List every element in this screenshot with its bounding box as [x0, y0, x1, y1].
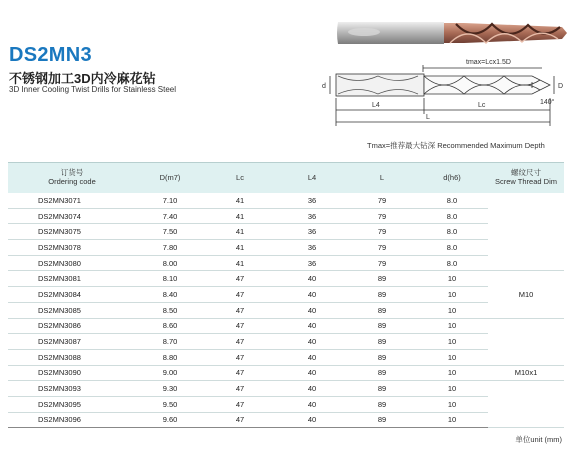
cell-lc: 47 — [204, 365, 276, 381]
cell-code: DS2MN3090 — [8, 365, 136, 381]
cell-d: 8.80 — [136, 349, 204, 365]
cell-lc: 41 — [204, 193, 276, 208]
cell-code: DS2MN3087 — [8, 334, 136, 350]
header-code-cn: 订货号 — [60, 168, 84, 178]
cell-l: 79 — [348, 193, 416, 208]
cell-lc: 47 — [204, 412, 276, 428]
product-name-en: 3D Inner Cooling Twist Drills for Stainless Steel — [9, 85, 177, 94]
cell-l: 79 — [348, 224, 416, 240]
cell-l4: 40 — [276, 318, 348, 334]
table-row — [8, 318, 564, 334]
cell-l: 89 — [348, 396, 416, 412]
cell-d: 10 — [416, 287, 488, 303]
D-label: D — [558, 83, 564, 90]
cell-d: 10 — [416, 381, 488, 397]
cell-code: DS2MN3075 — [8, 224, 136, 240]
table-row — [8, 224, 564, 240]
cell-lc: 41 — [204, 255, 276, 271]
cell-code: DS2MN3086 — [8, 318, 136, 334]
table-header-row — [8, 163, 564, 194]
drill-photo — [336, 16, 568, 50]
cell-d: 7.10 — [136, 193, 204, 208]
cell-d: 10 — [416, 334, 488, 350]
cell-d: 10 — [416, 318, 488, 334]
cell-lc: 47 — [204, 271, 276, 287]
cell-l4: 36 — [276, 193, 348, 208]
table-row — [8, 412, 564, 428]
cell-d: 10 — [416, 302, 488, 318]
table-row — [8, 255, 564, 271]
cell-lc: 41 — [204, 224, 276, 240]
cell-code: DS2MN3074 — [8, 208, 136, 224]
cell-l: 89 — [348, 271, 416, 287]
lc-label: Lc — [478, 102, 486, 109]
cell-d: 8.0 — [416, 224, 488, 240]
cell-l: 79 — [348, 255, 416, 271]
technical-drawing — [318, 52, 568, 136]
cell-code: DS2MN3093 — [8, 381, 136, 397]
cell-l4: 40 — [276, 302, 348, 318]
table-row — [8, 349, 564, 365]
product-code-title: DS2MN3 — [9, 44, 92, 66]
cell-d: 8.40 — [136, 287, 204, 303]
product-name-cn: 不锈钢加工3D内冷麻花钻 — [9, 71, 156, 86]
cell-code: DS2MN3071 — [8, 193, 136, 208]
d-label: d — [322, 83, 326, 90]
cell-d: 7.50 — [136, 224, 204, 240]
table-row — [8, 302, 564, 318]
cell-code: DS2MN3081 — [8, 271, 136, 287]
cell-l: 89 — [348, 381, 416, 397]
cell-l: 89 — [348, 318, 416, 334]
table-row — [8, 334, 564, 350]
cell-code: DS2MN3080 — [8, 255, 136, 271]
cell-l4: 40 — [276, 365, 348, 381]
cell-d: 7.40 — [136, 208, 204, 224]
cell-lc: 41 — [204, 240, 276, 256]
cell-thread: M10 — [488, 271, 564, 318]
cell-l: 79 — [348, 240, 416, 256]
cell-d: 10 — [416, 396, 488, 412]
cell-l: 89 — [348, 349, 416, 365]
cell-lc: 47 — [204, 381, 276, 397]
cell-l4: 36 — [276, 255, 348, 271]
header-thread — [488, 163, 564, 194]
cell-l: 89 — [348, 365, 416, 381]
cell-lc: 47 — [204, 318, 276, 334]
header-d-h6: d(h6) — [416, 163, 488, 194]
header-d-m7: D(m7) — [136, 163, 204, 194]
header-thread-en: Screw Thread Dim — [495, 177, 557, 186]
cell-d: 10 — [416, 365, 488, 381]
cell-l4: 40 — [276, 334, 348, 350]
cell-l4: 36 — [276, 208, 348, 224]
table-body — [8, 193, 564, 428]
cell-code: DS2MN3096 — [8, 412, 136, 428]
cell-d: 8.70 — [136, 334, 204, 350]
tmax-label: tmax=Lcx1.5D — [466, 59, 511, 66]
cell-d: 9.00 — [136, 365, 204, 381]
header-l4: L4 — [276, 163, 348, 194]
table-row — [8, 381, 564, 397]
cell-d: 8.00 — [136, 255, 204, 271]
cell-lc: 47 — [204, 334, 276, 350]
table-row — [8, 271, 564, 287]
header-thread-cn: 螺纹尺寸 — [511, 168, 541, 178]
cell-lc: 41 — [204, 208, 276, 224]
cell-lc: 47 — [204, 287, 276, 303]
cell-d: 8.10 — [136, 271, 204, 287]
cell-thread — [488, 318, 564, 365]
cell-l4: 40 — [276, 381, 348, 397]
cell-code: DS2MN3088 — [8, 349, 136, 365]
cell-d: 9.30 — [136, 381, 204, 397]
table-row — [8, 287, 564, 303]
table-row — [8, 208, 564, 224]
cell-d: 9.60 — [136, 412, 204, 428]
cell-lc: 47 — [204, 349, 276, 365]
cell-d: 8.50 — [136, 302, 204, 318]
l-label: L — [426, 114, 430, 121]
header-code-en: Ordering code — [48, 177, 96, 186]
cell-thread: M10x1 — [488, 365, 564, 381]
table-row — [8, 365, 564, 381]
cell-l: 89 — [348, 334, 416, 350]
table-row — [8, 396, 564, 412]
cell-d: 8.60 — [136, 318, 204, 334]
spec-table — [8, 162, 564, 428]
cell-lc: 47 — [204, 302, 276, 318]
header-lc: Lc — [204, 163, 276, 194]
cell-l4: 40 — [276, 287, 348, 303]
cell-lc: 47 — [204, 396, 276, 412]
cell-d: 7.80 — [136, 240, 204, 256]
cell-code: DS2MN3078 — [8, 240, 136, 256]
cell-code: DS2MN3095 — [8, 396, 136, 412]
cell-d: 8.0 — [416, 240, 488, 256]
cell-l4: 40 — [276, 349, 348, 365]
cell-d: 9.50 — [136, 396, 204, 412]
cell-d: 8.0 — [416, 255, 488, 271]
cell-l4: 40 — [276, 396, 348, 412]
depth-note: Tmax=推荐最大钻深 Recommended Maximum Depth — [367, 141, 545, 150]
header-ordering-code — [8, 163, 136, 194]
cell-l: 79 — [348, 208, 416, 224]
cell-l4: 40 — [276, 271, 348, 287]
cell-d: 8.0 — [416, 208, 488, 224]
l4-label: L4 — [372, 102, 380, 109]
header-l: L — [348, 163, 416, 194]
unit-label: 单位unit (mm) — [515, 435, 562, 444]
cell-l4: 40 — [276, 412, 348, 428]
cell-l4: 36 — [276, 240, 348, 256]
cell-l: 89 — [348, 287, 416, 303]
cell-l: 89 — [348, 302, 416, 318]
cell-d: 10 — [416, 349, 488, 365]
cell-code: DS2MN3085 — [8, 302, 136, 318]
cell-thread — [488, 381, 564, 428]
cell-d: 10 — [416, 271, 488, 287]
table-row — [8, 193, 564, 208]
table-row — [8, 240, 564, 256]
cell-thread — [488, 193, 564, 271]
cell-l: 89 — [348, 412, 416, 428]
cell-d: 8.0 — [416, 193, 488, 208]
cell-l4: 36 — [276, 224, 348, 240]
angle-label: 140° — [540, 99, 555, 106]
cell-d: 10 — [416, 412, 488, 428]
cell-code: DS2MN3084 — [8, 287, 136, 303]
